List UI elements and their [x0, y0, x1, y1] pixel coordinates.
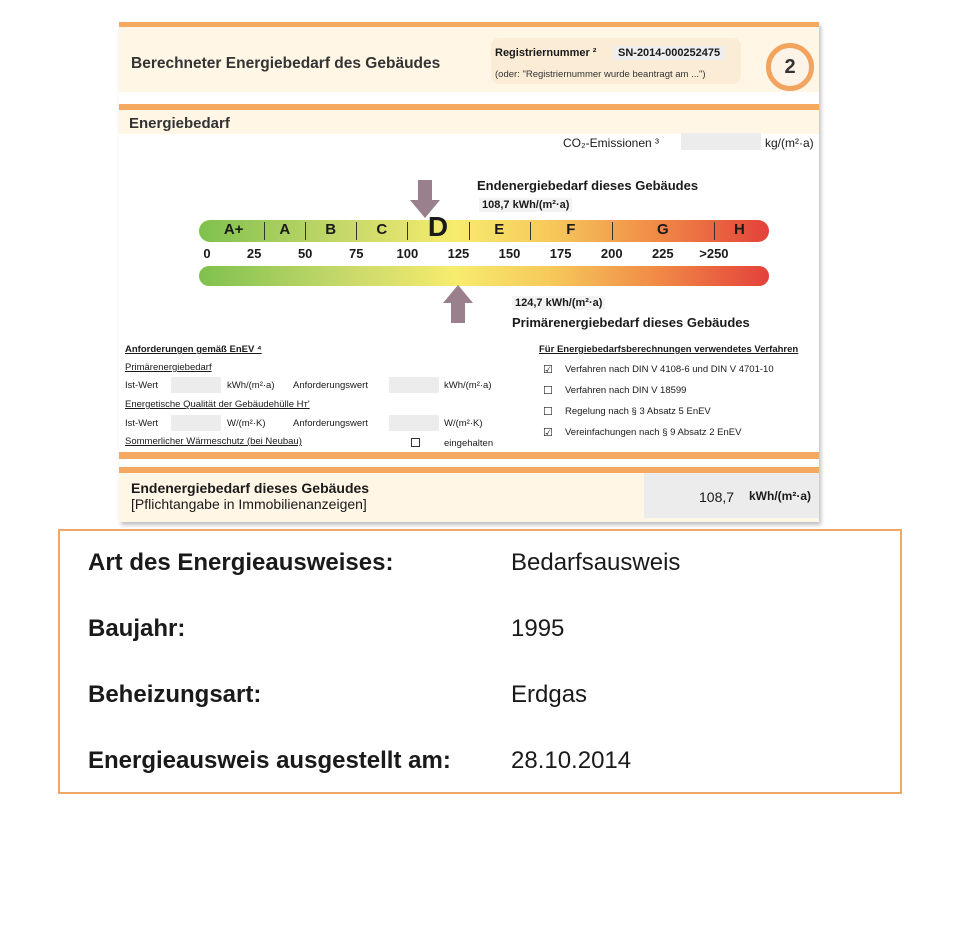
primary-required-box	[389, 377, 439, 393]
primary-actual-unit: kWh/(m²·a)	[227, 380, 275, 391]
info-label: Beheizungsart:	[88, 681, 262, 708]
scale-class-f: F	[566, 221, 576, 238]
energy-scale-bottom	[199, 266, 769, 286]
info-label: Energieausweis ausgestellt am:	[88, 747, 451, 774]
scale-tick: 125	[447, 246, 470, 261]
footer-unit: kWh/(m²·a)	[749, 489, 811, 503]
final-energy-value: 108,7 kWh/(m²·a)	[479, 198, 572, 212]
info-row-issued	[88, 747, 632, 775]
scale-divider	[530, 222, 531, 240]
scale-divider	[264, 222, 265, 240]
envelope-heading: Energetische Qualität der Gebäudehülle Hᴛ'	[125, 399, 310, 410]
method-checkbox: ☑	[543, 427, 553, 439]
info-row-type	[88, 549, 681, 577]
scale-tick: 175	[549, 246, 572, 261]
scale-tick: >250	[699, 246, 729, 261]
scale-class-d: D	[427, 211, 449, 242]
scale-tick: 200	[600, 246, 623, 261]
info-value: Bedarfsausweis	[511, 549, 681, 576]
info-box	[58, 529, 902, 794]
scale-tick: 100	[396, 246, 419, 261]
scale-class-c: C	[376, 221, 388, 238]
summer-check-label: eingehalten	[444, 438, 494, 449]
footer-value: 108,7	[699, 489, 735, 505]
methods-title: Für Energiebedarfsberechnungen verwendetes Verfahren	[539, 344, 799, 355]
scale-divider	[469, 222, 470, 240]
scale-divider	[714, 222, 715, 240]
scale-divider	[407, 222, 408, 240]
primary-required-label: Anforderungswert	[293, 380, 368, 391]
method-checkbox: ☐	[543, 406, 553, 418]
info-value: 1995	[511, 615, 565, 642]
method-label: Verfahren nach DIN V 18599	[565, 385, 687, 396]
footer-subtitle: [Pflichtangabe in Immobilienanzeigen]	[131, 496, 367, 512]
summer-checkbox	[411, 438, 420, 447]
scale-tick: 75	[349, 246, 364, 261]
envelope-actual-unit: W/(m²·K)	[227, 418, 266, 429]
info-row-year	[88, 615, 565, 643]
scale-tick: 0	[203, 246, 211, 261]
envelope-required-box	[389, 415, 439, 431]
primary-energy-arrow-icon	[443, 285, 473, 325]
final-energy-label: Endenergiebedarf dieses Gebäudes	[477, 178, 699, 193]
co2-unit: kg/(m²·a)	[765, 136, 814, 150]
envelope-actual-box	[171, 415, 221, 431]
info-value: Erdgas	[511, 681, 588, 708]
method-label: Vereinfachungen nach § 9 Absatz 2 EnEV	[565, 427, 742, 438]
page-number-badge: 2	[766, 43, 814, 91]
method-label: Regelung nach § 3 Absatz 5 EnEV	[565, 406, 711, 417]
scale-tick: 150	[498, 246, 521, 261]
energy-certificate-scan	[119, 22, 819, 522]
info-value: 28.10.2014	[511, 747, 632, 774]
scale-divider	[305, 222, 306, 240]
summer-label: Sommerlicher Wärmeschutz (bei Neubau)	[125, 436, 302, 447]
registration-note: (oder: "Registriernummer wurde beantragt am ...")	[495, 69, 706, 80]
method-checkbox: ☐	[543, 385, 553, 397]
registration-number: SN-2014-000252475	[613, 46, 725, 60]
primary-heading: Primärenergiebedarf	[125, 362, 212, 373]
co2-value-box	[681, 133, 761, 150]
divider-bar	[119, 452, 819, 459]
scale-class-a: A	[279, 221, 291, 238]
scale-class-h: H	[734, 221, 745, 238]
scale-divider	[356, 222, 357, 240]
info-row-heating	[88, 681, 588, 709]
method-checkbox: ☑	[543, 364, 553, 376]
scale-tick: 50	[297, 246, 313, 261]
footer-title: Endenergiebedarf dieses Gebäudes	[131, 480, 370, 496]
scale-class-aplus: A+	[223, 221, 244, 238]
scale-class-e: E	[494, 221, 505, 238]
method-label: Verfahren nach DIN V 4108-6 und DIN V 4701-10	[565, 364, 774, 375]
scale-tick: 25	[246, 246, 262, 261]
envelope-actual-label: Ist-Wert	[125, 418, 159, 429]
scale-class-b: B	[325, 221, 337, 238]
primary-actual-label: Ist-Wert	[125, 380, 159, 391]
primary-actual-box	[171, 377, 221, 393]
envelope-required-unit: W/(m²·K)	[444, 418, 483, 429]
registration-label: Registriernummer ²	[495, 47, 597, 59]
primary-required-unit: kWh/(m²·a)	[444, 380, 492, 391]
envelope-required-label: Anforderungswert	[293, 418, 368, 429]
scale-divider	[612, 222, 613, 240]
primary-energy-label: Primärenergiebedarf dieses Gebäudes	[512, 315, 750, 330]
info-label: Baujahr:	[88, 615, 186, 642]
co2-label: CO₂-Emissionen ³	[563, 136, 660, 150]
requirements-title: Anforderungen gemäß EnEV ⁴	[125, 344, 262, 355]
certificate-title: Berechneter Energiebedarf des Gebäudes	[131, 55, 441, 72]
scale-class-g: G	[656, 221, 669, 238]
scale-tick: 225	[651, 246, 674, 261]
section-title: Energiebedarf	[129, 115, 230, 132]
info-label: Art des Energieausweises:	[88, 549, 394, 576]
primary-energy-value: 124,7 kWh/(m²·a)	[512, 296, 605, 310]
